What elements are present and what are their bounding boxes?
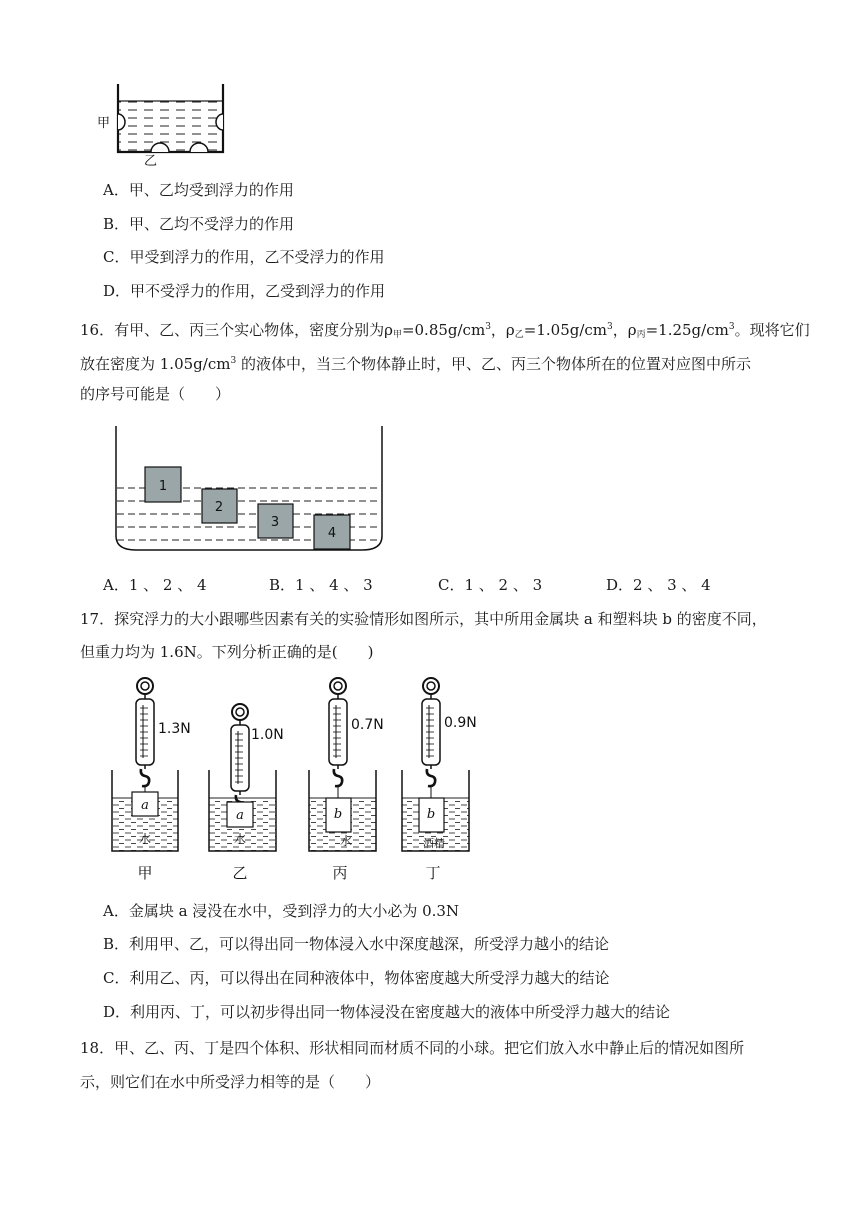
- q17-setup-yi: [209, 704, 284, 882]
- q17-setup-bing: [309, 678, 384, 882]
- q16-block-1: [145, 467, 181, 502]
- svg-text:水: 水: [138, 832, 152, 846]
- svg-text:水: 水: [339, 834, 353, 848]
- q15-option-c: C．甲受到浮力的作用，乙不受浮力的作用: [103, 248, 385, 266]
- svg-text:4: 4: [327, 526, 337, 541]
- q17-option-c: C．利用乙、丙，可以得出在同种液体中，物体密度越大所受浮力越大的结论: [103, 969, 610, 987]
- q18-stem-line1: 18．甲、乙、丙、丁是四个体积、形状相同而材质不同的小球。把它们放入水中静止后的情况如图所: [80, 1039, 745, 1057]
- svg-text:b: b: [333, 807, 343, 822]
- q17-reading-bing: 0.7N: [351, 717, 384, 733]
- q16-option-b: B．1 、 4 、 3: [269, 576, 373, 594]
- q17-stem-line2: 但重力均为 1.6N。下列分析正确的是( ): [80, 643, 374, 661]
- svg-text:3: 3: [270, 515, 280, 530]
- svg-text:酒精: 酒精: [423, 837, 445, 850]
- q17-setup-jia: [112, 678, 191, 882]
- q17-option-d: D．利用丙、丁，可以初步得出同一物体浸没在密度越大的液体中所受浮力越大的结论: [103, 1003, 671, 1021]
- svg-text:1: 1: [158, 479, 168, 494]
- q16-option-d: D．2 、 3 、 4: [606, 576, 711, 594]
- q17-reading-ding: 0.9N: [444, 715, 477, 731]
- q16-block-3: [258, 504, 293, 538]
- q15-option-a: A．甲、乙均受到浮力的作用: [103, 181, 294, 199]
- q17-label-yi: 乙: [232, 864, 248, 882]
- q17-option-b: B．利用甲、乙，可以得出同一物体浸入水中深度越深，所受浮力越小的结论: [103, 935, 610, 953]
- q18-stem-line2: 示，则它们在水中所受浮力相等的是（ ）: [80, 1073, 381, 1091]
- q17-label-ding: 丁: [425, 864, 441, 882]
- q17-setup-ding: [402, 678, 477, 882]
- q16-figure: [110, 424, 390, 556]
- label-jia: 甲: [97, 116, 111, 131]
- q16-stem-line1: 16．有甲、乙、丙三个实心物体，密度分别为$\rho_甲=0.85g/cm^3$，$\rho_乙=1.05g/cm^3$，$\rho_丙=1.25g/cm^3$。现将它们: [80, 321, 810, 340]
- q17-reading-yi: 1.0N: [251, 727, 284, 743]
- q16-option-a: A．1 、 2 、 4: [103, 576, 207, 594]
- svg-text:a: a: [141, 798, 149, 813]
- q15-option-d: D．甲不受浮力的作用，乙受到浮力的作用: [103, 282, 386, 300]
- q15-figure: [95, 82, 240, 168]
- label-yi: 乙: [144, 154, 158, 168]
- q15-option-b: B．甲、乙均不受浮力的作用: [103, 215, 295, 233]
- q17-label-jia: 甲: [137, 864, 153, 882]
- q17-stem-line1: 17．探究浮力的大小跟哪些因素有关的实验情形如图所示，其中所用金属块 a 和塑料块 b 的密度不同，: [80, 610, 767, 628]
- q17-label-bing: 丙: [332, 864, 348, 882]
- q16-block-4: [314, 515, 350, 549]
- q17-figure: [100, 676, 500, 884]
- q16-stem-line2: 放在密度为 $1.05g/cm^3$ 的液体中，当三个物体静止时，甲、乙、丙三个物体所在的位置对应图中所示: [80, 355, 751, 373]
- q17-option-a: A．金属块 a 浸没在水中，受到浮力的大小必为 0.3N: [103, 902, 460, 920]
- q16-option-c: C．1 、 2 、 3: [438, 576, 543, 594]
- svg-text:b: b: [426, 807, 436, 822]
- svg-text:水: 水: [233, 832, 247, 846]
- q16-options-row: [103, 574, 743, 594]
- q17-reading-jia: 1.3N: [158, 721, 191, 737]
- q16-stem-line3: 的序号可能是（ ）: [80, 385, 231, 403]
- svg-text:2: 2: [214, 500, 224, 515]
- q16-block-2: [202, 489, 237, 523]
- svg-text:a: a: [236, 808, 244, 823]
